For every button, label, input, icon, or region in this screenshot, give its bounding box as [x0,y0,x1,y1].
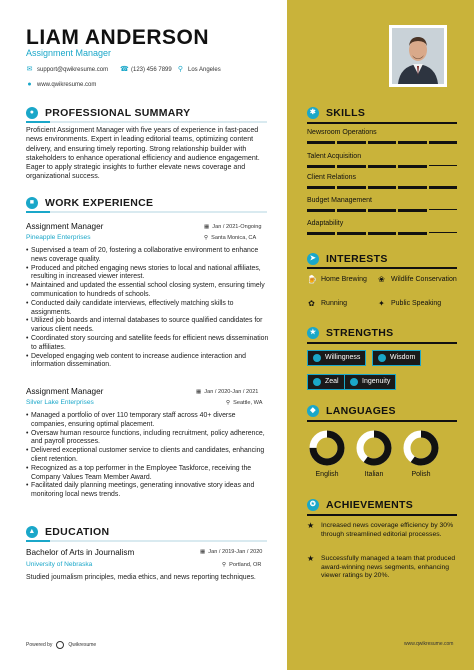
list-item: • Oversaw human resource functions, including recruitment, policy adherence, and payroll processes. [26,430,271,448]
website-text: www.qwikresume.com [37,81,97,88]
location-pin-icon: ⚲ [204,235,209,241]
skills-divider [307,122,457,124]
education-dates [200,549,262,555]
list-item: • Utilized job boards and internal databases to source qualified candidates for various client needs. [26,317,271,335]
skill-level-segment [307,232,335,235]
skill-level-segment [429,232,457,235]
summary-title: PROFESSIONAL SUMMARY [45,107,191,119]
job-company: Silver Lake Enterprises [26,399,94,406]
paw-icon: ❀ [378,275,385,284]
skill-level-segment [337,141,365,144]
languages-title: LANGUAGES [326,405,396,417]
book-icon [378,354,386,362]
job-dates [204,224,261,230]
phone-contact [120,66,172,73]
beer-icon: 🍺 [307,275,317,284]
education-heading [26,526,109,538]
skill-level-segment [337,209,365,212]
gear-icon [350,378,358,386]
paper-plane-icon: ➤ [307,253,319,265]
qwikresume-logo-icon [56,641,64,649]
skill-level-segment [429,209,457,212]
skill-level-segment [398,232,426,235]
person-icon: ● [26,107,38,119]
list-item: • Facilitated daily planning meetings, generating innovative story ideas and monitoring local news trends. [26,482,271,500]
skill-level-segment [368,232,396,235]
medal-icon: ✪ [307,499,319,511]
achievements-heading [307,499,413,511]
experience-divider [26,211,267,213]
email-text: support@qwikresume.com [37,66,109,73]
location-pin-icon: ⚲ [177,66,184,73]
education-dates-text: Jan / 2019-Jan / 2020 [208,549,263,555]
skill-level-segment [368,165,396,168]
skill-level-segment [368,141,396,144]
list-item: • Produced and pitched engaging news stories to local and national affiliates, resulting in increased viewer interest. [26,265,271,283]
language-label: Polish [411,471,431,478]
lightbulb-icon: ✱ [307,107,319,119]
interests-heading [307,253,388,265]
achievements-divider [307,514,457,516]
strength-tag [372,350,421,366]
experience-heading [26,197,153,209]
strength-tag [344,374,396,390]
strength-tag [307,374,345,390]
skill-level-bar [307,186,457,189]
graduation-cap-icon: ▲ [26,526,38,538]
strength-label: Willingness [325,354,361,361]
experience-title: WORK EXPERIENCE [45,197,154,209]
powered-by-text: Powered by [26,642,53,648]
interest-item [377,300,441,309]
phone-icon: ☎ [120,66,129,73]
skill-level-segment [398,141,426,144]
location-text: Los Angeles [188,66,221,73]
skill-level-segment [337,165,365,168]
summary-heading [26,107,190,119]
skill-level-bar [307,165,457,168]
strength-label: Wisdom [390,354,416,361]
brand-name: Qwikresume [68,642,97,648]
skill-level-segment [307,141,335,144]
list-item: • Recognized as a top performer in the Employee Taskforce, receiving the Company Values Team Member Award. [26,465,271,483]
strength-label: Zeal [325,378,339,385]
achievement-item [307,555,457,581]
summary-text: Proficient Assignment Manager with five years of experience in fast-paced news environments. Expert in leading editorial teams, optimizing content delivery, and ensuring timely reporting. Strong relationship builder with stakeholders to enhance operational efficiency and audience engagement. Eager to apply strategic insights to further elevate news coverage and organizational success. [26,126,260,181]
star-icon: ★ [307,554,315,563]
language-label: Italian [364,471,384,478]
job-bullets [26,412,271,500]
list-item: • Managed a portfolio of over 110 temporary staff across 40+ diverse companies, ensuring optimal placement. [26,412,271,430]
strengths-heading [307,327,393,339]
skill-level-segment [307,165,335,168]
job-bullets [26,247,271,370]
skill-level-segment [429,165,457,168]
language-rings [307,428,457,468]
website-contact [26,81,96,88]
skill-level-bar [307,232,457,235]
email-contact [26,66,108,73]
location-pin-icon: ⚲ [222,562,227,568]
list-item: • Delivered exceptional customer service to clients and candidates, enhancing client retention. [26,447,271,465]
strength-label: Ingenuity [362,378,391,385]
phone-text: (123) 456 7899 [131,66,172,73]
job-location [204,235,256,241]
achievement-text: Increased news coverage efficiency by 30% through streamlined editorial processes. [321,522,454,538]
skill-level-segment [368,186,396,189]
job-location [226,400,262,406]
calendar-icon: ▦ [200,549,206,555]
list-item: • Supervised a team of 20, fostering a collaborative environment to enhance news coverage quality. [26,247,271,265]
interest-label: Public Speaking [391,300,442,307]
thumbs-up-icon [313,354,321,362]
languages-divider [307,420,457,422]
language-icon: ◆ [307,405,319,417]
list-item: • Conducted daily candidate interviews, effectively matching skills to assignments. [26,300,271,318]
calendar-icon: ▦ [204,224,210,230]
skill-level-segment [398,186,426,189]
achievement-item [307,522,457,539]
job-location-text: Seattle, WA [233,400,263,406]
achievement-text: Successfully managed a team that produced award-winning news segments, enhancing viewer ratings by 20%. [321,555,456,579]
strengths-title: STRENGTHS [326,327,394,339]
strength-tag [307,350,366,366]
interest-label: Running [321,300,348,307]
education-text: Studied journalism principles, media ethics, and news reporting techniques. [26,574,256,581]
skill-level-segment [368,209,396,212]
education-location-text: Portland, OR [229,562,262,568]
skill-level-segment [398,209,426,212]
skill-level-segment [429,186,457,189]
job-dates [196,389,258,395]
skills-heading [307,107,365,119]
interests-title: INTERESTS [326,253,388,265]
candidate-name: LIAM ANDERSON [26,26,210,49]
interest-label: Wildlife Conservation [391,276,457,283]
achievements-title: ACHIEVEMENTS [326,499,414,511]
skill-label: Newsroom Operations [307,129,377,136]
footer-url: www.qwikresume.com [404,641,454,647]
languages-heading [307,405,396,417]
list-item: • Developed engaging web content to increase audience interaction and information dissemination. [26,353,271,371]
person-silhouette-icon [392,28,444,84]
skill-level-segment [337,232,365,235]
education-divider [26,540,267,542]
skill-level-bar [307,141,457,144]
briefcase-icon: ■ [26,197,38,209]
job-title: Assignment Manager [26,387,104,396]
education-location [222,562,261,568]
job-company: Pineapple Enterprises [26,234,91,241]
running-icon: ✿ [308,299,315,308]
profile-photo [389,25,447,87]
candidate-role: Assignment Manager [26,48,112,58]
strengths-divider [307,342,457,344]
job-location-text: Santa Monica, CA [211,235,257,241]
summary-divider [26,121,267,123]
location-contact [177,66,221,73]
education-title: EDUCATION [45,526,110,538]
skill-label: Client Relations [307,174,357,181]
skill-level-segment [307,186,335,189]
skills-title: SKILLS [326,107,366,119]
job-dates-text: Jan / 2020-Jan / 2021 [204,389,259,395]
language-label: English [315,471,339,478]
trophy-icon: ★ [307,327,319,339]
job-title: Assignment Manager [26,222,104,231]
skill-label: Adaptability [307,220,344,227]
skill-label: Talent Acquisition [307,153,362,160]
job-dates-text: Jan / 2021-Ongoing [212,224,262,230]
skill-level-bar [307,209,457,212]
bolt-icon [313,378,321,386]
footer-powered [26,641,96,649]
skill-level-segment [429,141,457,144]
skill-level-segment [398,165,426,168]
skill-label: Budget Management [307,197,372,204]
microphone-icon: ✦ [378,299,385,308]
school-name: University of Nebraska [26,561,93,568]
email-icon: ✉ [26,66,33,73]
interest-item [377,276,457,285]
list-item: • Coordinated story sourcing and satellite feeds for efficient news dissemination to affiliates. [26,335,271,353]
star-icon: ★ [307,521,315,530]
interest-item [307,276,367,285]
profile-photo-image [392,28,444,84]
degree-title: Bachelor of Arts in Journalism [26,548,135,557]
calendar-icon: ▦ [196,389,202,395]
skill-level-segment [337,186,365,189]
location-pin-icon: ⚲ [226,400,231,406]
interests-divider [307,267,457,269]
list-item: • Maintained and updated the essential school closing system, ensuring timely communication to hundreds of schools. [26,282,271,300]
interest-label: Home Brewing [321,276,367,283]
interest-item [307,300,347,309]
skill-level-segment [307,209,335,212]
globe-icon: ● [27,81,32,88]
